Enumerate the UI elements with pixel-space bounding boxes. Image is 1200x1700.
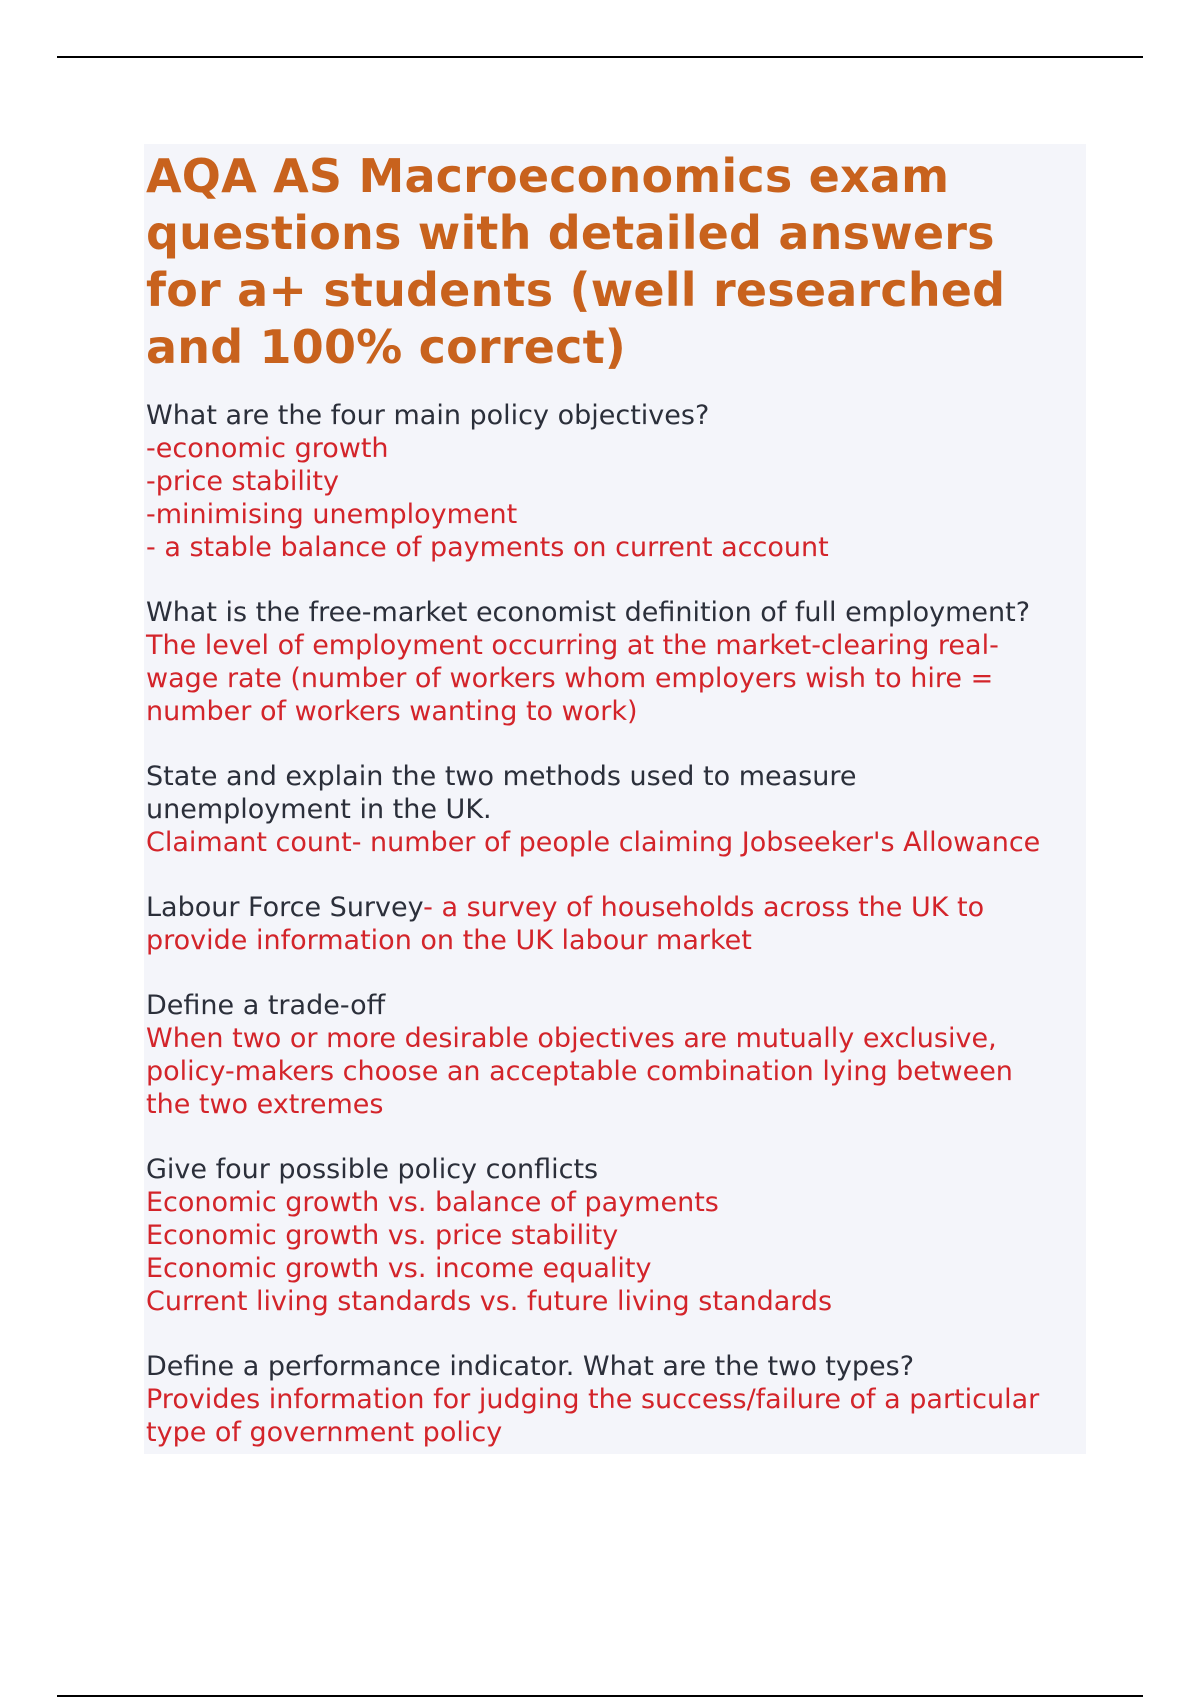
answer-line: wage rate (number of workers whom employers wish to hire = — [146, 663, 994, 694]
question-text: What is the free-market economist definition of full employment? — [146, 597, 1031, 628]
question-text: Define a trade-off — [146, 990, 386, 1021]
qa-item-full-employment — [146, 596, 1084, 728]
qa-item-measure-unemployment — [146, 760, 1084, 859]
question-text: Define a performance indicator. What are the two types? — [146, 1351, 915, 1382]
answer-line: Current living standards vs. future living standards — [146, 1286, 833, 1317]
document-title: AQA AS Macroeconomics exam questions with detailed answers for a+ students (well researched and 100% correct) — [146, 149, 1006, 374]
answer-line: type of government policy — [146, 1417, 503, 1448]
question-text: unemployment in the UK. — [146, 794, 492, 825]
answer-line: -minimising unemployment — [146, 499, 518, 530]
answer-line: provide information on the UK labour market — [146, 925, 752, 956]
answer-line: -price stability — [146, 466, 339, 497]
answer-inline: - a survey of households across the UK to — [423, 892, 985, 923]
answer-line: Claimant count- number of people claiming Jobseeker's Allowance — [146, 827, 1041, 858]
document-panel — [144, 144, 1086, 1454]
qa-item-labour-force-survey — [146, 891, 1084, 957]
answer-line: The level of employment occurring at the market-clearing real- — [146, 630, 999, 661]
mixed-line — [146, 891, 1084, 924]
qa-item-policy-conflicts — [146, 1153, 1084, 1318]
question-text: State and explain the two methods used to measure — [146, 761, 857, 792]
answer-line: Economic growth vs. balance of payments — [146, 1187, 719, 1218]
answer-line: -economic growth — [146, 433, 389, 464]
answer-line: - a stable balance of payments on current account — [146, 532, 829, 563]
qa-item-policy-objectives — [146, 399, 1084, 564]
bottom-rule — [57, 1695, 1143, 1697]
question-text: What are the four main policy objectives? — [146, 400, 710, 431]
answer-line: Provides information for judging the success/failure of a particular — [146, 1384, 1040, 1415]
answer-line: policy-makers choose an acceptable combination lying between — [146, 1056, 1013, 1087]
answer-line: number of workers wanting to work) — [146, 696, 638, 727]
answer-line: When two or more desirable objectives are mutually exclusive, — [146, 1023, 997, 1054]
question-text: Labour Force Survey — [146, 892, 424, 923]
question-text: Give four possible policy conflicts — [146, 1154, 599, 1185]
qa-item-performance-indicator — [146, 1350, 1084, 1449]
qa-item-trade-off — [146, 989, 1084, 1121]
answer-line: Economic growth vs. price stability — [146, 1220, 619, 1251]
answer-line: Economic growth vs. income equality — [146, 1253, 652, 1284]
top-rule — [57, 56, 1143, 58]
answer-line: the two extremes — [146, 1089, 384, 1120]
